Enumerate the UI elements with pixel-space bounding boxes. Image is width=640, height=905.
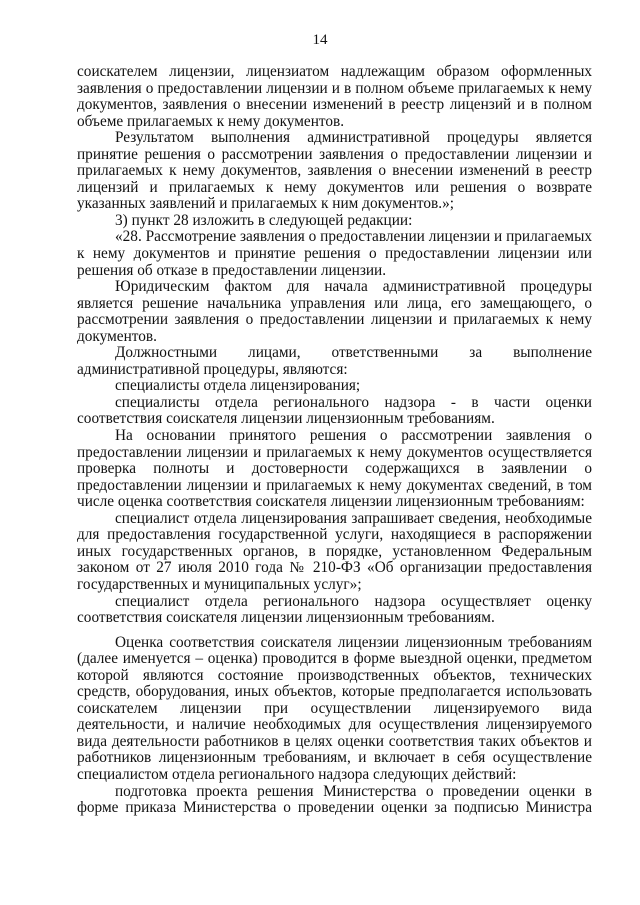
paragraph-5: Юридическим фактом для начала административной процедуры является решение начальника управления или лица, его замещающего, о рассмотрении заявления о предоставлении лицензии и прилагаемых к нему документов. (77, 278, 592, 345)
paragraph-11: специалист отдела регионального надзора осуществляет оценку соответствия соискателя лицензии лицензионным требованиям. (77, 592, 592, 627)
paragraph-8: специалисты отдела регионального надзора - в части оценки соответствия соискателя лицензии лицензионным требованиям. (77, 393, 592, 428)
paragraph-3: 3) пункт 28 изложить в следующей редакции: (115, 211, 413, 229)
paragraph-9: На основании принятого решения о рассмотрении заявления о предоставлении лицензии и прилагаемых к нему документов осуществляется проверка полноты и достоверности содержащихся в заявлении о предоставлении лицензии и прилагаемых к нему документах сведений, в том числе оценка соответствия соискателя лицензии лицензионным требованиям: (77, 427, 592, 511)
paragraph-2: Результатом выполнения административной процедуры является принятие решения о рассмотрении заявления о предоставлении лицензии и прилагаемых к нему документов, заявления о внесении изменений в реестр лицензий и прилагаемых к нему документов или решения о возврате указанных заявлений и прилагаемых к ним документов.»; (77, 129, 592, 213)
document-body (77, 64, 592, 817)
paragraph-10: специалист отдела лицензирования запрашивает сведения, необходимые для предоставления государственной услуги, находящиеся в распоряжении иных государственных органов, в порядке, установленном Федеральным законом от 27 июля 2010 года № 210-ФЗ «Об организации предоставления государственных и муниципальных услуг»; (77, 509, 592, 593)
paragraph-4: «28. Рассмотрение заявления о предоставлении лицензии и прилагаемых к нему документов и принятие решения о предоставлении лицензии или решения об отказе в предоставлении лицензии. (77, 228, 592, 279)
page-number: 14 (312, 32, 328, 48)
paragraph-12: Оценка соответствия соискателя лицензии лицензионным требованиям (далее именуется – оценка) проводится в форме выездной оценки, предметом которой являются состояние производственных объектов, технических средств, оборудования, иных объектов, которые предполагается использовать соискателем лицензии при осуществлении лицензируемого вида деятельности, и наличие необходимых для осуществления лицензируемого вида деятельности работников в целях оценки соответствия таких объектов и работников лицензионным требованиям, и включает в себя осуществление специалистом отдела регионального надзора следующих действий: (77, 633, 592, 783)
paragraph-1: соискателем лицензии, лицензиатом надлежащим образом оформленных заявления о предоставлении лицензии и в полном объеме прилагаемых к нему документов, заявления о внесении изменений в реестр лицензий и в полном объеме прилагаемых к нему документов. (77, 63, 592, 130)
paragraph-7: специалисты отдела лицензирования; (115, 377, 361, 395)
paragraph-13: подготовка проекта решения Министерства о проведении оценки в форме приказа Министерства о проведении оценки за подписью Министра (77, 782, 592, 817)
paragraph-6: Должностными лицами, ответственными за выполнение административной процедуры, являются: (77, 344, 592, 378)
